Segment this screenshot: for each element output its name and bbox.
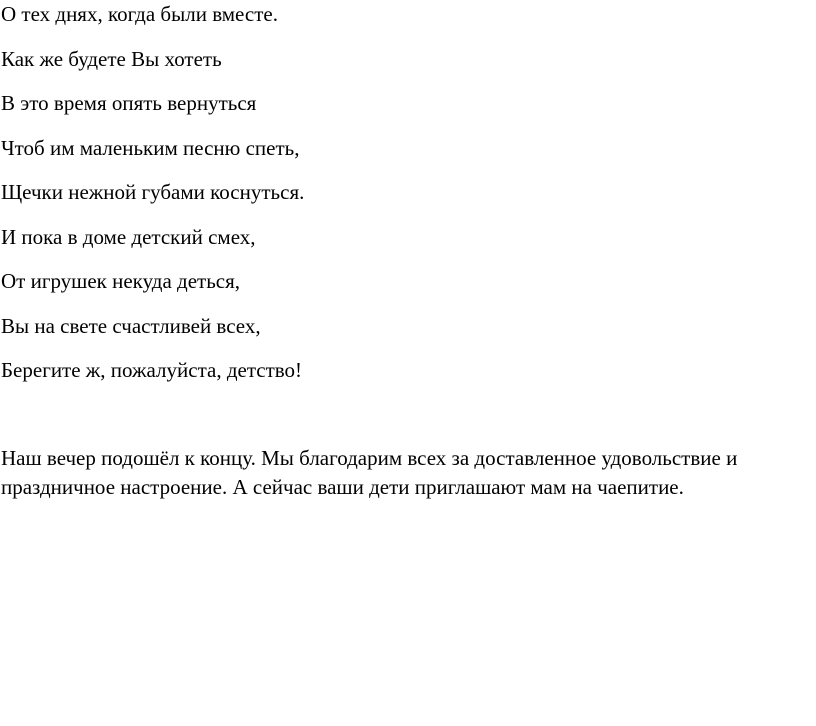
poem-line-5: Щечки нежной губами коснуться. [1, 180, 305, 204]
poem-line-8: Вы на свете счастливей всех, [1, 313, 261, 338]
poem [1, 0, 304, 401]
poem-line-1: О тех днях, когда были вместе. [1, 2, 278, 26]
poem-line-2: Как же будете Вы хотеть [1, 46, 222, 71]
closing-paragraph: Наш вечер подошёл к концу. Мы благодарим всех за доставленное удовольствие и праздничное настроение. А сейчас ваши дети приглашают мам на чаепитие. [1, 446, 738, 499]
poem-line-4: Чтоб им маленьким песню спеть, [1, 135, 300, 160]
poem-line-3: В это время опять вернуться [1, 91, 257, 115]
poem-line-6: И пока в доме детский смех, [1, 224, 256, 249]
poem-line-9: Берегите ж, пожалуйста, детство! [1, 358, 303, 382]
poem-line-7: От игрушек некуда деться, [1, 269, 240, 293]
